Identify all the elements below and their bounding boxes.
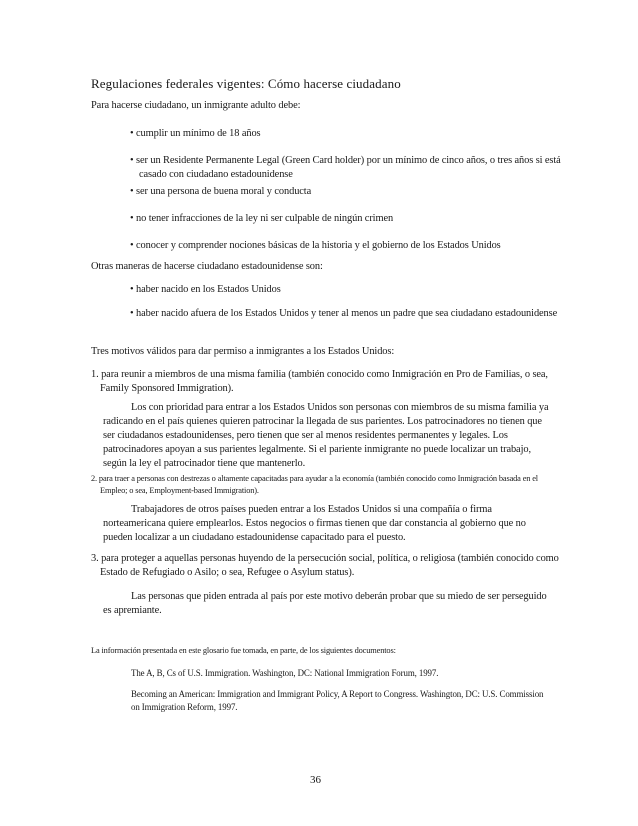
page-title: Regulaciones federales vigentes: Cómo hacerse ciudadano xyxy=(91,76,401,91)
requirement-item: • no tener infracciones de la ley ni ser culpable de ningún crimen xyxy=(130,213,394,224)
motives-intro: Tres motivos válidos para dar permiso a inmigrantes a los Estados Unidos: xyxy=(91,346,395,357)
requirement-item: • ser un Residente Permanente Legal (Green Card holder) por un mínimo de cinco años, o tres años si está casado con ciudadano estadounidense xyxy=(130,155,561,180)
sources-intro: La información presentada en este glosario fue tomada, en parte, de los siguientes documentos: xyxy=(91,646,396,655)
requirement-item: • conocer y comprender nociones básicas de la historia y el gobierno de los Estados Unidos xyxy=(130,240,501,251)
requirement-item: • cumplir un mínimo de 18 años xyxy=(130,128,261,139)
source-reference: Becoming an American: Immigration and Immigrant Policy, A Report to Congress. Washington, DC: U.S. Commission on Immigration Reform, 1997. xyxy=(131,689,544,712)
requirement-item: • ser una persona de buena moral y conducta xyxy=(130,186,312,197)
source-reference: The A, B, Cs of U.S. Immigration. Washington, DC: National Immigration Forum, 1997. xyxy=(131,668,439,678)
motive-detail: Los con prioridad para entrar a los Estados Unidos son personas con miembros de su misma familia ya radicando en el país quienes quieren patrocinar la llegada de sus parientes. Los patrocinadores no tienen que ser ciudadanos estadounidenses, pero tienen que ser al menos residentes permanentes y legales. Los patrocinadores apoyan a sus parientes legalmente. Si el pariente inmigrante no puede localizar un trabajo, según la ley el patrocinador tiene que mantenerlo. xyxy=(103,402,549,469)
other-ways-intro: Otras maneras de hacerse ciudadano estadounidense son: xyxy=(91,261,323,272)
requirements-intro: Para hacerse ciudadano, un inmigrante adulto debe: xyxy=(91,100,301,111)
motive-detail: Las personas que piden entrada al país por este motivo deberán probar que su miedo de ser perseguido es apremiante. xyxy=(103,591,547,616)
motive-item: 1. para reunir a miembros de una misma familia (también conocido como Inmigración en Pro de Familias, o sea, Family Sponsored Immigration). xyxy=(91,369,548,394)
other-way-item: • haber nacido afuera de los Estados Unidos y tener al menos un padre que sea ciudadano estadounidense xyxy=(130,308,558,319)
motive-detail: Trabajadores de otros países pueden entrar a los Estados Unidos si una compañía o firma norteamericana quiere emplearlos. Estos negocios o firmas tienen que dar constancia al gobierno que no pueden localizar a un ciudadano estadounidense capacitado para el puesto. xyxy=(103,504,526,543)
page-number: 36 xyxy=(310,774,321,786)
motive-item: 3. para proteger a aquellas personas huyendo de la persecución social, política, o religiosa (también conocido como Estado de Refugiado o Asilo; o sea, Refugee o Asylum status). xyxy=(91,553,559,578)
motive-item: 2. para traer a personas con destrezas o altamente capacitadas para ayudar a la economía (también conocido como Inmigración basada en el Empleo; o sea, Employment-based Immigration). xyxy=(91,474,538,495)
other-way-item: • haber nacido en los Estados Unidos xyxy=(130,284,281,295)
